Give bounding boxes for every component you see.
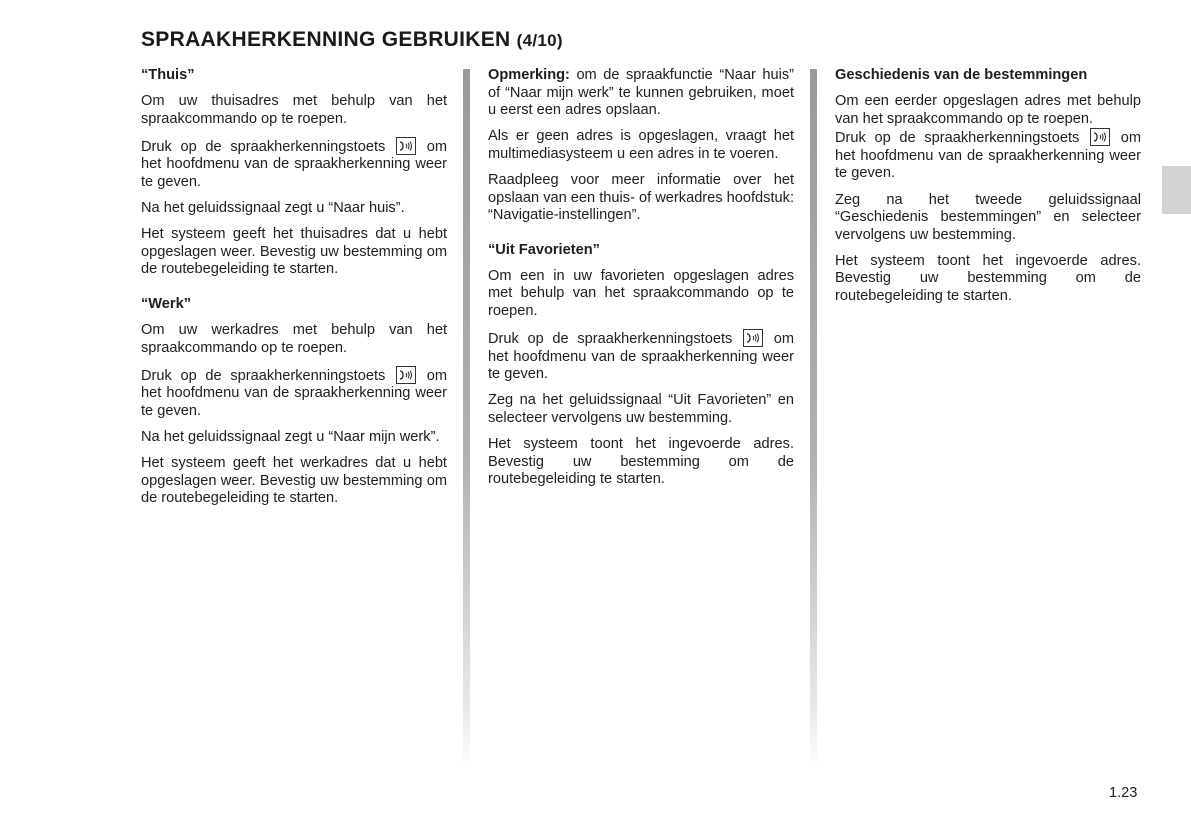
werk-paragraph-3: Na het geluidssignaal zegt u “Naar mijn werk”. — [141, 429, 440, 445]
thuis-p2-text-after: om het hoofdmenu van de spraakherkenning weer te geven. — [141, 138, 447, 190]
page-title — [141, 28, 563, 52]
column-3 — [835, 67, 1141, 314]
note-text: om de spraakfunctie “Naar huis” of “Naar mijn werk” te kunnen gebruiken, moet u eerst een adres opslaan. — [488, 67, 794, 119]
favorites-paragraph-2 — [488, 329, 794, 384]
title-text: SPRAAKHERKENNING GEBRUIKEN — [141, 28, 511, 51]
favorites-paragraph-4: Het systeem toont het ingevoerde adres. Bevestig uw bestemming om de routebegeleiding te starten. — [488, 436, 794, 488]
history-heading: Geschiedenis van de bestemmingen — [835, 67, 1088, 83]
column-divider-left — [463, 69, 470, 769]
voice-recognition-key-icon — [1090, 128, 1110, 146]
thuis-paragraph-2 — [141, 137, 447, 192]
favorites-heading: “Uit Favorieten” — [488, 241, 600, 258]
werk-heading: “Werk” — [141, 295, 192, 312]
thuis-paragraph-3: Na het geluidssignaal zegt u “Naar huis”. — [141, 200, 405, 217]
werk-paragraph-4: Het systeem geeft het werkadres dat u hebt opgeslagen weer. Bevestig uw bestemming om de routebegeleiding te starten. — [141, 455, 447, 507]
more-info-paragraph: Raadpleeg voor meer informatie over het opslaan van een thuis- of werkadres hoofdstuk: “Navigatie-instellingen”. — [488, 171, 794, 224]
column-2 — [488, 67, 794, 497]
werk-p2-text-after: om het hoofdmenu van de spraakherkenning weer te geven. — [141, 367, 447, 419]
hist-p1b-text-before: Druk op de spraakherkenningstoets — [835, 130, 1080, 147]
history-paragraph-2: Zeg na het tweede geluidssignaal “Geschiedenis bestemmingen” en selecteer vervolgens uw bestemming. — [835, 191, 1141, 243]
fav-p2-text-after: om het hoofdmenu van de spraakherkenning weer te geven. — [488, 331, 794, 383]
thuis-p2-text-before: Druk op de spraakherkenningstoets — [141, 138, 386, 155]
thuis-heading: “Thuis” — [141, 67, 195, 83]
favorites-paragraph-1: Om een in uw favorieten opgeslagen adres met behulp van het spraakcommando op te roepen. — [488, 267, 794, 320]
werk-p2-text-before: Druk op de spraakherkenningstoets — [141, 367, 386, 384]
voice-recognition-key-icon — [743, 329, 763, 347]
werk-paragraph-1: Om uw werkadres met behulp van het spraakcommando op te roepen. — [141, 322, 447, 356]
note-label: Opmerking: — [488, 67, 570, 83]
history-paragraph-3: Het systeem toont het ingevoerde adres. Bevestig uw bestemming om de routebegeleiding te starten. — [835, 252, 1141, 305]
section-tab-marker — [1162, 166, 1191, 214]
hist-p1b-text-after: om het hoofdmenu van de spraakherkenning weer te geven. — [835, 130, 1141, 182]
voice-recognition-key-icon — [396, 137, 416, 155]
werk-paragraph-2 — [141, 366, 447, 421]
history-paragraph-1b — [835, 128, 1141, 183]
page-indicator: (4/10) — [516, 31, 563, 50]
column-divider-right — [810, 69, 817, 769]
column-1 — [141, 67, 447, 516]
favorites-paragraph-3: Zeg na het geluidssignaal “Uit Favorieten” en selecteer vervolgens uw bestemming. — [488, 392, 794, 426]
fav-p2-text-before: Druk op de spraakherkenningstoets — [488, 331, 733, 348]
voice-recognition-key-icon — [396, 366, 416, 384]
thuis-paragraph-4: Het systeem geeft het thuisadres dat u hebt opgeslagen weer. Bevestig uw bestemming om de routebegeleiding te starten. — [141, 226, 447, 278]
history-paragraph-1: Om een eerder opgeslagen adres met behulp van het spraakcommando op te roepen. — [835, 93, 1141, 127]
no-address-paragraph: Als er geen adres is opgeslagen, vraagt het multimediasysteem u een adres in te voeren. — [488, 128, 794, 162]
page-number: 1.23 — [1109, 785, 1138, 801]
note-paragraph — [488, 67, 794, 120]
thuis-paragraph-1: Om uw thuisadres met behulp van het spraakcommando op te roepen. — [141, 93, 447, 127]
